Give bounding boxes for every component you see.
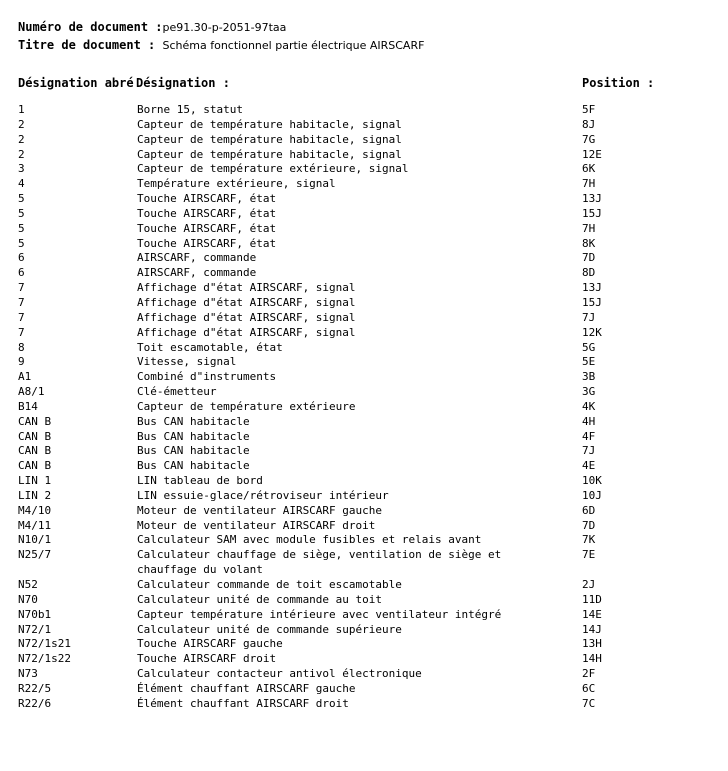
- row-designation: AIRSCARF, commande: [137, 251, 257, 265]
- row-designation: Touche AIRSCARF droit: [137, 652, 277, 666]
- row-abbreviation: N73: [18, 667, 38, 681]
- row-position: 12E: [582, 147, 602, 161]
- row-abbreviation: 8: [18, 340, 25, 354]
- row-designation: Bus CAN habitacle: [137, 444, 250, 458]
- row-abbreviation: R22/5: [18, 681, 52, 695]
- row-position: 7J: [582, 310, 596, 324]
- row-designation: Bus CAN habitacle: [137, 429, 250, 443]
- row-designation: Affichage d"état AIRSCARF, signal: [137, 281, 356, 295]
- table-row: [0, 533, 728, 548]
- table-row: [0, 474, 728, 489]
- row-abbreviation: CAN B: [18, 444, 52, 458]
- table-row: [0, 400, 728, 415]
- row-designation: Toit escamotable, état: [137, 340, 283, 354]
- table-row: [0, 177, 728, 192]
- row-designation: Combiné d"instruments: [137, 370, 277, 384]
- table-row: [0, 118, 728, 133]
- row-designation: Touche AIRSCARF, état: [137, 236, 277, 250]
- table-row: [0, 192, 728, 207]
- row-abbreviation: 7: [18, 325, 25, 339]
- row-position: 8K: [582, 236, 596, 250]
- row-designation: AIRSCARF, commande: [137, 266, 257, 280]
- row-position: 7D: [582, 518, 596, 532]
- row-abbreviation: N70b1: [18, 607, 52, 621]
- row-designation: Élément chauffant AIRSCARF droit: [137, 696, 349, 710]
- row-designation: Calculateur unité de commande supérieure: [137, 622, 402, 636]
- row-position: 14H: [582, 652, 602, 666]
- table-row: [0, 103, 728, 118]
- table-row: [0, 133, 728, 148]
- row-position: 13J: [582, 192, 602, 206]
- row-designation: Touche AIRSCARF, état: [137, 206, 277, 220]
- row-position: 7C: [582, 696, 596, 710]
- table-row: [0, 311, 728, 326]
- row-position: 6D: [582, 503, 596, 517]
- row-designation: Affichage d"état AIRSCARF, signal: [137, 295, 356, 309]
- document-title-value: Schéma fonctionnel partie électrique AIRSCARF: [162, 39, 425, 52]
- row-position: 4H: [582, 414, 596, 428]
- row-abbreviation: 1: [18, 103, 25, 116]
- table-row: [0, 430, 728, 445]
- table-row: [0, 667, 728, 682]
- table-row: [0, 682, 728, 697]
- table-row: [0, 578, 728, 593]
- row-abbreviation: LIN 2: [18, 488, 52, 502]
- row-abbreviation: 5: [18, 206, 25, 220]
- table-row: [0, 637, 728, 652]
- row-position: 6C: [582, 681, 596, 695]
- table-row: [0, 281, 728, 296]
- row-designation: Calculateur chauffage de siège, ventilation de siège et chauffage du volant: [137, 548, 502, 577]
- header-designation: Désignation :: [136, 76, 230, 90]
- row-abbreviation: 2: [18, 147, 25, 161]
- table-row: [0, 385, 728, 400]
- row-position: 8J: [582, 117, 596, 131]
- row-designation: Capteur de température extérieure, signal: [137, 162, 409, 176]
- header-position: Position :: [582, 76, 655, 90]
- row-designation: Calculateur commande de toit escamotable: [137, 578, 402, 591]
- table-row: [0, 266, 728, 281]
- row-designation: Capteur de température extérieure: [137, 399, 356, 413]
- row-abbreviation: N70: [18, 592, 38, 606]
- row-position: 6K: [582, 162, 596, 176]
- row-designation: Touche AIRSCARF, état: [137, 221, 277, 235]
- row-position: 13H: [582, 637, 602, 651]
- row-designation: Affichage d"état AIRSCARF, signal: [137, 325, 356, 339]
- row-abbreviation: 9: [18, 355, 25, 369]
- row-abbreviation: 5: [18, 192, 25, 206]
- row-designation: Moteur de ventilateur AIRSCARF gauche: [137, 503, 383, 517]
- row-position: 7G: [582, 132, 596, 146]
- row-designation: Capteur de température habitacle, signal: [137, 132, 402, 146]
- row-position: 4F: [582, 429, 596, 443]
- header-abbreviated-designation: Désignation abré: [18, 76, 134, 90]
- row-position: 4E: [582, 459, 596, 473]
- row-designation: Vitesse, signal: [137, 355, 237, 369]
- row-abbreviation: 7: [18, 310, 25, 324]
- row-position: 7D: [582, 251, 596, 265]
- row-abbreviation: 6: [18, 251, 25, 265]
- row-abbreviation: 2: [18, 117, 25, 131]
- table-row: [0, 548, 728, 578]
- table-row: [0, 148, 728, 163]
- row-position: 3B: [582, 370, 596, 384]
- row-designation: Bus CAN habitacle: [137, 414, 250, 428]
- table-row: [0, 593, 728, 608]
- row-position: 7H: [582, 177, 596, 191]
- row-abbreviation: 2: [18, 132, 25, 146]
- row-abbreviation: 4: [18, 177, 25, 191]
- row-abbreviation: CAN B: [18, 429, 52, 443]
- row-abbreviation: M4/10: [18, 503, 52, 517]
- row-abbreviation: 3: [18, 162, 25, 176]
- row-abbreviation: 7: [18, 295, 25, 309]
- row-position: 3G: [582, 385, 596, 399]
- table-row: [0, 608, 728, 623]
- table-row: [0, 207, 728, 222]
- row-designation: Calculateur contacteur antivol électronique: [137, 667, 422, 681]
- table-row: [0, 459, 728, 474]
- row-abbreviation: 5: [18, 236, 25, 250]
- row-position: 5F: [582, 103, 596, 116]
- table-row: [0, 326, 728, 341]
- row-designation: Élément chauffant AIRSCARF gauche: [137, 681, 356, 695]
- row-designation: Borne 15, statut: [137, 103, 243, 116]
- row-abbreviation: A8/1: [18, 385, 45, 399]
- row-abbreviation: 7: [18, 281, 25, 295]
- table-row: [0, 237, 728, 252]
- document-number-line: [18, 20, 286, 35]
- table-row: [0, 296, 728, 311]
- row-designation: Bus CAN habitacle: [137, 459, 250, 473]
- row-position: 5G: [582, 340, 596, 354]
- row-designation: Touche AIRSCARF gauche: [137, 637, 283, 651]
- row-designation: Capteur température intérieure avec ventilateur intégré: [137, 607, 502, 621]
- row-abbreviation: N10/1: [18, 533, 52, 547]
- row-abbreviation: R22/6: [18, 696, 52, 710]
- row-position: 14E: [582, 607, 602, 621]
- table-row: [0, 504, 728, 519]
- row-position: 10K: [582, 474, 602, 488]
- table-row: [0, 519, 728, 534]
- row-position: 13J: [582, 281, 602, 295]
- row-position: 7J: [582, 444, 596, 458]
- row-position: 7E: [582, 548, 596, 562]
- row-abbreviation: CAN B: [18, 459, 52, 473]
- table-row: [0, 370, 728, 385]
- row-designation: Température extérieure, signal: [137, 177, 336, 191]
- row-designation: Calculateur SAM avec module fusibles et relais avant: [137, 533, 482, 547]
- row-designation: Moteur de ventilateur AIRSCARF droit: [137, 518, 376, 532]
- document-title-line: [18, 38, 424, 53]
- table-row: [0, 251, 728, 266]
- row-abbreviation: B14: [18, 399, 38, 413]
- row-position: 5E: [582, 355, 596, 369]
- row-designation: Capteur de température habitacle, signal: [137, 117, 402, 131]
- row-designation: Touche AIRSCARF, état: [137, 192, 277, 206]
- row-designation: Affichage d"état AIRSCARF, signal: [137, 310, 356, 324]
- row-designation: Clé-émetteur: [137, 385, 217, 399]
- row-abbreviation: N72/1s22: [18, 652, 71, 666]
- row-designation: Capteur de température habitacle, signal: [137, 147, 402, 161]
- table-row: [0, 341, 728, 356]
- document-number-label: Numéro de document :: [18, 20, 163, 34]
- row-abbreviation: N52: [18, 578, 38, 591]
- table-row: [0, 222, 728, 237]
- row-abbreviation: N72/1: [18, 622, 52, 636]
- table-row: [0, 489, 728, 504]
- row-abbreviation: LIN 1: [18, 474, 52, 488]
- row-designation: LIN tableau de bord: [137, 474, 263, 488]
- row-position: 7H: [582, 221, 596, 235]
- row-abbreviation: CAN B: [18, 414, 52, 428]
- row-position: 12K: [582, 325, 602, 339]
- row-designation: Calculateur unité de commande au toit: [137, 592, 383, 606]
- row-position: 2J: [582, 578, 596, 591]
- row-abbreviation: M4/11: [18, 518, 52, 532]
- row-position: 2F: [582, 667, 596, 681]
- table-row: [0, 444, 728, 459]
- row-designation: LIN essuie-glace/rétroviseur intérieur: [137, 488, 389, 502]
- row-abbreviation: N72/1s21: [18, 637, 71, 651]
- designation-table: [0, 103, 728, 712]
- table-row: [0, 415, 728, 430]
- row-abbreviation: N25/7: [18, 548, 52, 562]
- row-position: 10J: [582, 488, 602, 502]
- table-row: [0, 623, 728, 638]
- table-row: [0, 652, 728, 667]
- table-row: [0, 355, 728, 370]
- row-position: 7K: [582, 533, 596, 547]
- row-position: 14J: [582, 622, 602, 636]
- document-title-label: Titre de document :: [18, 38, 156, 52]
- row-abbreviation: A1: [18, 370, 32, 384]
- row-position: 4K: [582, 399, 596, 413]
- row-abbreviation: 5: [18, 221, 25, 235]
- row-position: 15J: [582, 206, 602, 220]
- row-position: 11D: [582, 592, 602, 606]
- row-abbreviation: 6: [18, 266, 25, 280]
- document-number-value: pe91.30-p-2051-97taa: [162, 21, 287, 34]
- table-row: [0, 697, 728, 712]
- row-position: 8D: [582, 266, 596, 280]
- table-row: [0, 162, 728, 177]
- row-position: 15J: [582, 295, 602, 309]
